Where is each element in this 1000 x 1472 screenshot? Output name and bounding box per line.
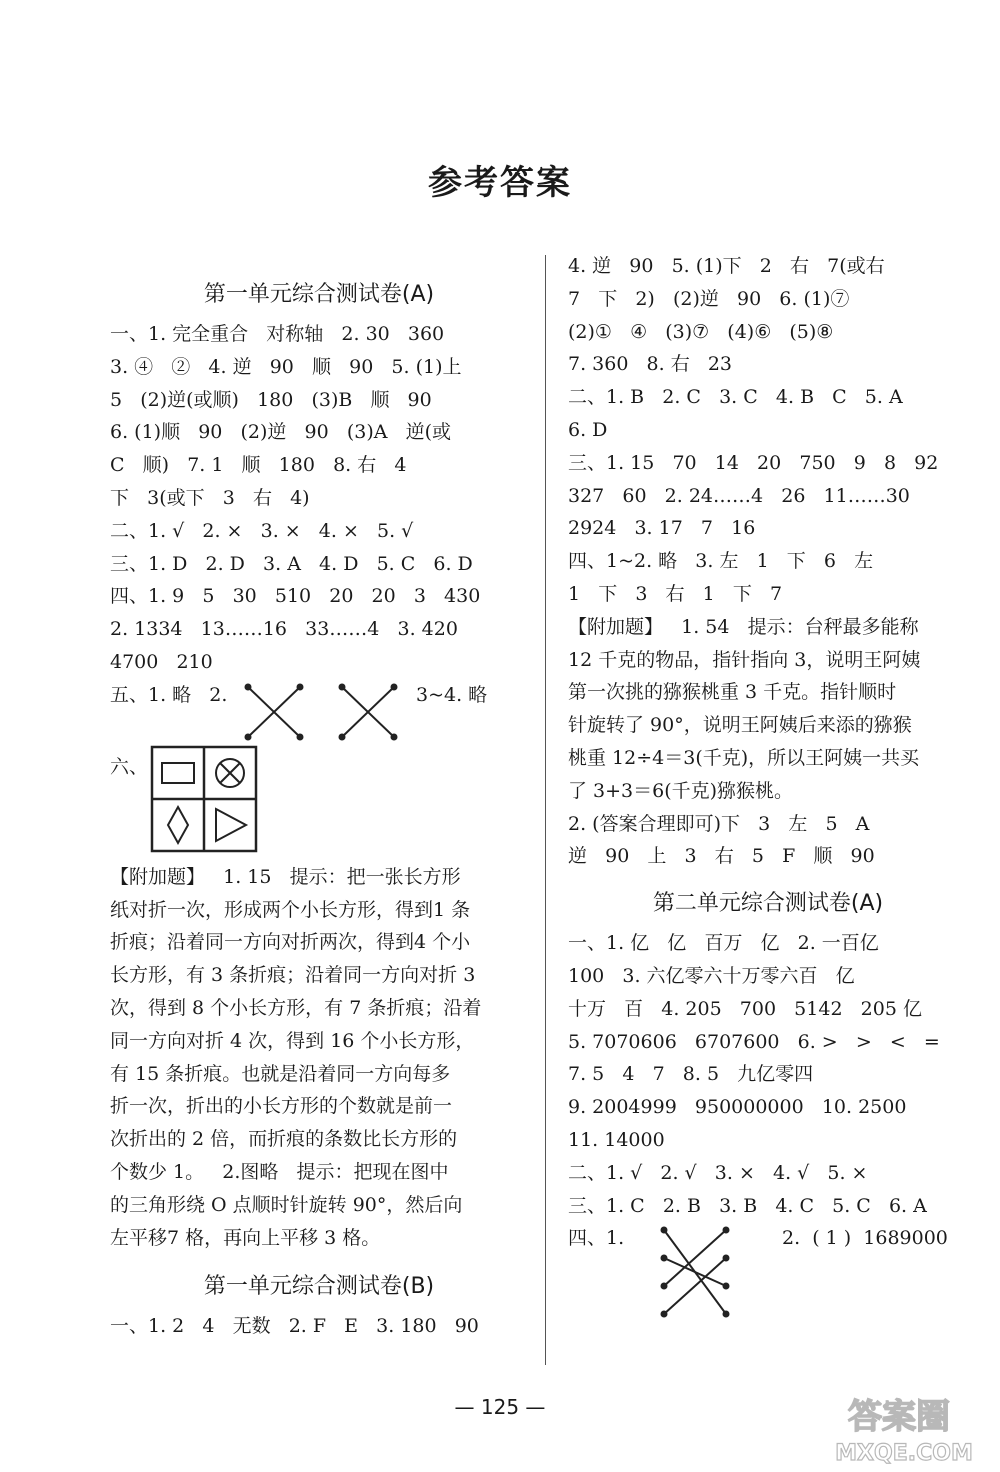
answer-five-suffix: 3~4. 略 (416, 683, 488, 706)
section-heading-unit1-a: 第一单元综合测试卷(A) (203, 282, 435, 307)
unit2-a-answer-line: 100 3. 六亿零六十万零六百 亿 (568, 964, 855, 987)
unit1-b-answer-line: 针旋转了 90°，说明王阿姨后来添的猕猴 (568, 714, 912, 737)
unit2-a-answer-line: 二、1. √ 2. √ 3. × 4. √ 5. × (568, 1161, 868, 1184)
unit2-a-answer-line: 5. 7070606 6707600 6. > > < = (568, 1030, 940, 1053)
unit1-b-answer-line: 第一次挑的猕猴桃重 3 千克。指针顺时 (568, 681, 897, 704)
watermark-logo (794, 1388, 994, 1468)
unit2-a-answer-line: 一、1. 亿 亿 百万 亿 2. 一百亿 (568, 932, 879, 955)
answer-four-prefix: 四、1. (568, 1227, 625, 1250)
unit1-b-answer-line: 三、1. 15 70 14 20 750 9 8 92 (568, 451, 939, 474)
unit1-b-answer-line: 一、1. 2 4 无数 2. F E 3. 180 90 (110, 1315, 479, 1338)
watermark-logo-text: 答案圈 (848, 1397, 950, 1437)
unit1-b-answers-continued (568, 250, 968, 873)
page-number: — 125 — (454, 1395, 546, 1419)
unit1-b-answer-line: 7. 360 8. 右 23 (568, 353, 733, 376)
answer-row-five (110, 679, 528, 745)
unit1-a-answer-line: 四、1. 9 5 30 510 20 20 3 430 (110, 585, 481, 608)
answer-five-prefix: 五、1. 略 2. (110, 683, 228, 706)
unit1-b-answer-line: 【附加题】 1. 54 提示：台秤最多能称 (568, 615, 919, 638)
unit1-b-answer-line: 2. (答案合理即可)下 3 左 5 A (568, 812, 870, 835)
bonus-answer-line: 个数少 1。 2.图略 提示：把现在图中 (110, 1160, 449, 1183)
bonus-answer-line: 长方形，有 3 条折痕；沿着同一方向对折 3 (110, 964, 476, 987)
unit1-b-answer-line: 327 60 2. 24……4 26 11……30 (568, 484, 910, 507)
shape-grid-figure (150, 745, 260, 853)
bonus-answer-line: 折痕；沿着同一方向对折两次，得到4 个小 (110, 931, 471, 954)
right-column (568, 250, 968, 1332)
matching-lines-figure (656, 1222, 736, 1330)
answer-row-six (110, 745, 528, 861)
unit1-a-answer-line: 下 3(或下 3 右 4) (110, 486, 310, 509)
unit1-a-answers (110, 318, 528, 679)
unit1-b-answer-line: 2924 3. 17 7 16 (568, 517, 756, 540)
bonus-answers (110, 861, 528, 1255)
unit1-a-answer-line: 6. (1)顺 90 (2)逆 90 (3)A 逆(或 (110, 421, 451, 444)
bonus-answer-line: 同一方向对折 4 次，得到 16 个小长方形， (110, 1029, 475, 1052)
unit1-a-answer-line: 5 (2)逆(或顺) 180 (3)B 顺 90 (110, 388, 432, 411)
unit1-a-answer-line: 三、1. D 2. D 3. A 4. D 5. C 6. D (110, 552, 473, 575)
left-column (110, 272, 528, 1343)
answer-six-label: 六、 (110, 755, 149, 778)
unit1-b-answer-line: 桃重 12÷4＝3(千克)，所以王阿姨一共买 (568, 746, 920, 769)
unit2-a-answer-line: 十万 百 4. 205 700 5142 205 亿 (568, 997, 922, 1020)
page-title: 参考答案 (428, 163, 572, 203)
unit1-b-answer-line: 四、1~2. 略 3. 左 1 下 6 左 (568, 550, 874, 573)
unit1-a-answer-line: C 顺) 7. 1 顺 180 8. 右 4 (110, 454, 407, 477)
column-divider (545, 255, 546, 1365)
section-heading-unit1-b: 第一单元综合测试卷(B) (203, 1274, 435, 1300)
unit2-a-answers (568, 927, 968, 1222)
unit1-b-answer-line: 12 千克的物品，指针指向 3，说明王阿姨 (568, 648, 921, 671)
unit1-b-answer-line: 7 下 2) (2)逆 90 6. (1)⑦ (568, 287, 850, 310)
unit1-a-answer-line: 3. ④ ② 4. 逆 90 顺 90 5. (1)上 (110, 355, 462, 378)
unit1-b-answer-line: (2)① ④ (3)⑦ (4)⑥ (5)⑧ (568, 320, 834, 343)
bonus-answer-line: 折一次，折出的小长方形的个数就是前一 (110, 1095, 453, 1118)
bonus-answer-line: 次，得到 8 个小长方形，有 7 条折痕；沿着 (110, 996, 482, 1019)
unit1-a-answer-line: 4700 210 (110, 650, 213, 673)
unit1-b-answer-line: 二、1. B 2. C 3. C 4. B C 5. A (568, 386, 903, 409)
bonus-answer-line: 【附加题】 1. 15 提示：把一张长方形 (110, 865, 461, 888)
unit1-b-answer-line: 了 3+3＝6(千克)猕猴桃。 (568, 779, 794, 802)
unit1-b-answer-line: 1 下 3 右 1 下 7 (568, 582, 783, 605)
answer-row-four (568, 1222, 968, 1332)
bonus-answer-line: 左平移7 格，再向上平移 3 格。 (110, 1226, 381, 1249)
unit1-b-answer-line: 6. D (568, 418, 608, 441)
unit2-a-answer-line: 三、1. C 2. B 3. B 4. C 5. C 6. A (568, 1194, 927, 1217)
unit2-a-answer-line: 9. 2004999 950000000 10. 2500 (568, 1096, 907, 1119)
unit1-b-answers (110, 1310, 528, 1343)
unit2-a-answer-line: 11. 14000 (568, 1128, 665, 1151)
section-heading-unit2-a: 第二单元综合测试卷(A) (652, 891, 884, 917)
watermark-url: MXQE.COM (835, 1441, 973, 1466)
unit1-a-answer-line: 一、1. 完全重合 对称轴 2. 30 360 (110, 323, 445, 345)
unit1-a-answer-line: 二、1. √ 2. × 3. × 4. × 5. √ (110, 519, 414, 542)
answer-four-suffix: 2. ( 1 ) 1689000 (782, 1227, 948, 1250)
unit1-b-answer-line: 逆 90 上 3 右 5 F 顺 90 (568, 845, 875, 868)
bonus-answer-line: 次折出的 2 倍，而折痕的条数比长方形的 (110, 1128, 458, 1151)
bonus-answer-line: 的三角形绕 O 点顺时针旋转 90°，然后向 (110, 1193, 463, 1216)
bonus-answer-line: 有 15 条折痕。也就是沿着同一方向每多 (110, 1062, 451, 1085)
unit2-a-answer-line: 7. 5 4 7 8. 5 九亿零四 (568, 1063, 814, 1086)
unit1-a-answer-line: 2. 1334 13……16 33……4 3. 420 (110, 618, 458, 641)
unit1-b-answer-line: 4. 逆 90 5. (1)下 2 右 7(或右 (568, 255, 885, 277)
bonus-answer-line: 纸对折一次，形成两个小长方形，得到1 条 (110, 898, 471, 921)
